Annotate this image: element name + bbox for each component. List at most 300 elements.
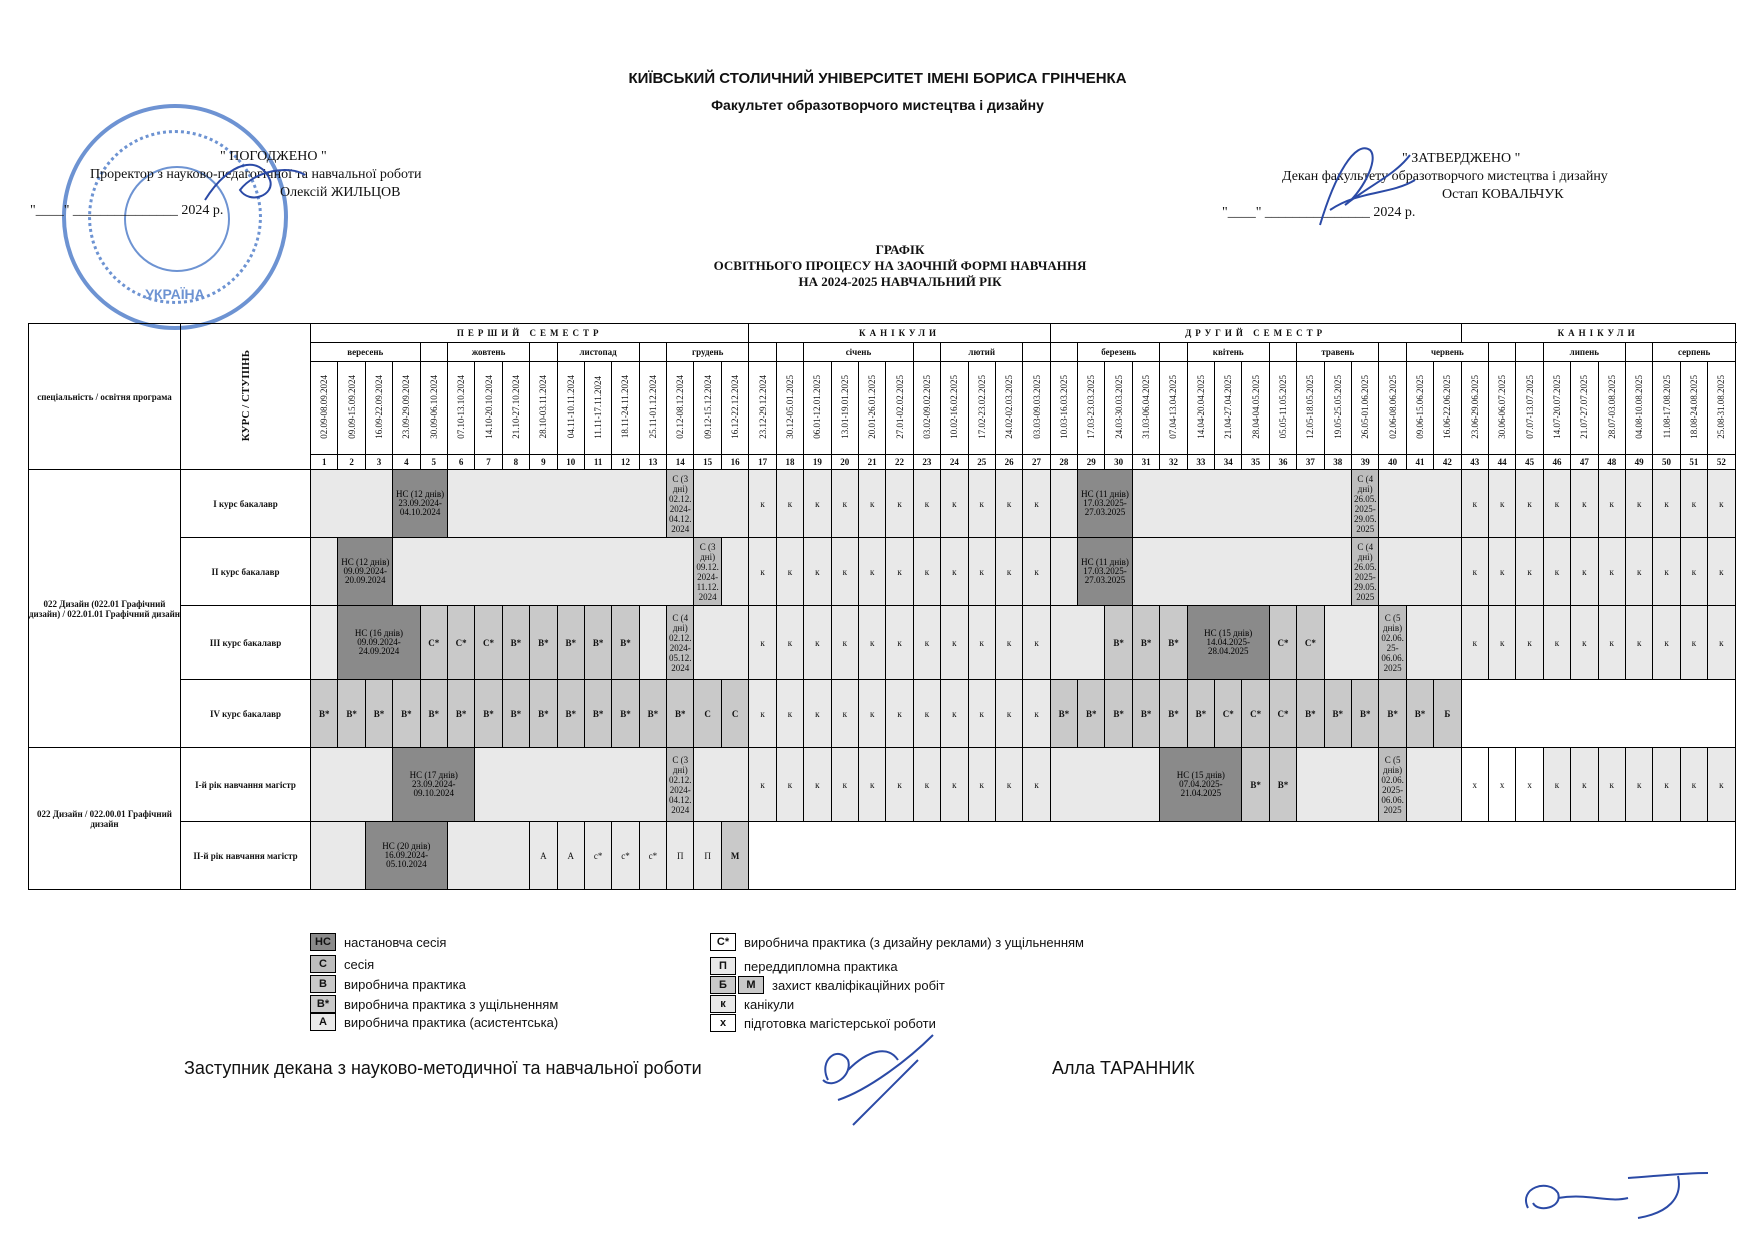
schedule-cell: к [1516, 538, 1543, 606]
week-label: 27.01-02.02.2025 [894, 375, 905, 439]
week-label: 04.11-10.11.2024 [565, 375, 576, 439]
legend-text: підготовка магістерської роботи [744, 1015, 936, 1031]
schedule-cell: к [749, 538, 776, 606]
week-number: 41 [1406, 455, 1433, 470]
legend-text: канікули [744, 996, 795, 1012]
week-label: 19.05-25.05.2025 [1332, 375, 1343, 439]
week-label: 16.06-22.06.2025 [1442, 375, 1453, 439]
schedule-cell: к [995, 680, 1022, 748]
week-header [639, 362, 666, 455]
week-number: 10 [557, 455, 584, 470]
week-label: 14.04-20.04.2025 [1195, 375, 1206, 439]
schedule-cell: к [1680, 606, 1707, 680]
month-gap [1050, 343, 1077, 362]
schedule-cell: к [749, 748, 776, 822]
approval-right-date: "____" _______________ 2024 р. [1222, 205, 1416, 220]
schedule-cell: к [858, 748, 885, 822]
week-number: 9 [530, 455, 557, 470]
schedule-cell: НС (20 днів) 16.09.2024-05.10.2024 [365, 822, 447, 890]
week-label: 07.10-13.10.2024 [456, 375, 467, 439]
schedule-cell: В* [1132, 606, 1159, 680]
week-label: 14.07-20.07.2025 [1551, 375, 1562, 439]
schedule-cell: к [1625, 748, 1652, 822]
week-number: 22 [886, 455, 913, 470]
week-label: 03.03-09.03.2025 [1031, 375, 1042, 439]
schedule-cell: С (4 дні) 26.05. 2025-29.05. 2025 [1352, 538, 1379, 606]
week-number: 23 [913, 455, 940, 470]
week-label: 09.06-15.06.2025 [1414, 375, 1425, 439]
schedule-cell: НС (15 днів) 07.04.2025-21.04.2025 [1160, 748, 1242, 822]
week-header [530, 362, 557, 455]
schedule-cell: В* [475, 680, 502, 748]
week-number: 15 [694, 455, 721, 470]
schedule-cell: к [941, 748, 968, 822]
week-number: 1 [311, 455, 338, 470]
schedule-cell [1324, 606, 1379, 680]
schedule-cell: к [886, 606, 913, 680]
schedule-cell: к [913, 538, 940, 606]
legend-mark: НС [310, 933, 336, 951]
schedule-cell: к [1543, 748, 1570, 822]
schedule-cell: к [1653, 748, 1680, 822]
schedule-cell: НС (16 днів) 09.09.2024-24.09.2024 [338, 606, 420, 680]
schedule-cell: В* [1187, 680, 1214, 748]
schedule-cell: В* [447, 680, 474, 748]
week-label: 28.10-03.11.2024 [538, 375, 549, 439]
approval-left-position: Проректор з науково-педагогічної та навчальної роботи [90, 167, 422, 182]
week-header [311, 362, 338, 455]
legend-text: виробнича практика (з дизайну реклами) з ущільненням [744, 934, 1084, 950]
approval-left-name: Олексій ЖИЛЬЦОВ [280, 185, 401, 200]
week-number: 47 [1571, 455, 1598, 470]
month-header: липень [1543, 343, 1625, 362]
schedule-cell: к [1461, 606, 1488, 680]
week-number: 39 [1352, 455, 1379, 470]
schedule-cell: к [968, 470, 995, 538]
approval-right-title: " ЗАТВЕРДЖЕНО " [1402, 151, 1521, 166]
week-label: 06.01-12.01.2025 [812, 375, 823, 439]
signature-left [200, 150, 310, 220]
semester-header: ПЕРШИЙ СЕМЕСТР [311, 324, 749, 343]
week-number: 16 [721, 455, 749, 470]
schedule-cell: В* [584, 680, 611, 748]
week-number: 48 [1598, 455, 1625, 470]
legend-text: настановча сесія [344, 934, 447, 950]
spec-program-1: 022 Дизайн (022.01 Графічний дизайн) / 022.01.01 Графічний дизайн [29, 470, 181, 748]
week-number: 43 [1461, 455, 1488, 470]
stamp-text: УКРАЇНА [145, 286, 205, 302]
schedule-cell: к [831, 538, 858, 606]
legend-text: виробнича практика з ущільненням [344, 996, 559, 1012]
week-header [1215, 362, 1242, 455]
schedule-cell: к [1571, 606, 1598, 680]
schedule-cell [393, 538, 694, 606]
schedule-cell: В* [530, 606, 557, 680]
week-number: 52 [1708, 455, 1736, 470]
week-label: 11.11-17.11.2024 [593, 375, 604, 439]
document-title [0, 242, 1755, 290]
schedule-cell: к [858, 680, 885, 748]
week-label: 21.07-27.07.2025 [1579, 375, 1590, 439]
week-number: 12 [612, 455, 639, 470]
week-number: 6 [447, 455, 474, 470]
schedule-cell: НС (17 днів) 23.09.2024-09.10.2024 [393, 748, 475, 822]
week-number: 35 [1242, 455, 1269, 470]
legend-item [710, 976, 945, 994]
schedule-cell: к [941, 680, 968, 748]
week-label: 30.12-05.01.2025 [784, 375, 795, 439]
schedule-cell: к [995, 470, 1022, 538]
week-label: 18.11-24.11.2024 [620, 375, 631, 439]
month-gap [1269, 343, 1296, 362]
schedule-cell [447, 470, 666, 538]
schedule-cell: к [1023, 748, 1050, 822]
week-label: 10.02-16.02.2025 [949, 375, 960, 439]
schedule-cell: х [1461, 748, 1488, 822]
schedule-cell: к [1488, 606, 1515, 680]
schedule-cell: к [776, 680, 803, 748]
schedule-cell [447, 822, 529, 890]
schedule-cell: В* [338, 680, 365, 748]
week-number: 25 [968, 455, 995, 470]
row-label: І курс бакалавр [181, 470, 311, 538]
schedule-cell [1132, 470, 1351, 538]
week-header [1543, 362, 1570, 455]
schedule-cell: к [1708, 470, 1736, 538]
schedule-cell: С* [420, 606, 447, 680]
schedule-cell: В* [1324, 680, 1351, 748]
title-line-1: ГРАФІК [875, 242, 925, 257]
week-header [1598, 362, 1625, 455]
week-header [1434, 362, 1461, 455]
schedule-cell: В* [502, 680, 529, 748]
legend-mark: С* [710, 933, 736, 951]
schedule-cell: к [1023, 538, 1050, 606]
month-gap [1023, 343, 1050, 362]
week-header [1653, 362, 1680, 455]
schedule-cell: к [1625, 538, 1652, 606]
schedule-cell: В* [1105, 680, 1132, 748]
schedule-cell: к [913, 606, 940, 680]
week-number: 45 [1516, 455, 1543, 470]
schedule-cell: к [1653, 538, 1680, 606]
schedule-cell: к [1708, 538, 1736, 606]
schedule-cell: х [1516, 748, 1543, 822]
spec-program-2: 022 Дизайн / 022.00.01 Графічний дизайн [29, 748, 181, 890]
month-gap [1488, 343, 1515, 362]
schedule-cell: НС (12 днів) 23.09.2024-04.10.2024 [393, 470, 448, 538]
schedule-cell: НС (11 днів) 17.03.2025-27.03.2025 [1078, 470, 1133, 538]
week-header [1269, 362, 1296, 455]
week-header [1160, 362, 1187, 455]
schedule-cell: к [858, 470, 885, 538]
schedule-cell [694, 470, 749, 538]
week-header [338, 362, 365, 455]
row-label: ІІ-й рік навчання магістр [181, 822, 311, 890]
month-gap [420, 343, 447, 362]
schedule-cell: С* [1297, 606, 1324, 680]
schedule-cell [1379, 470, 1461, 538]
legend-item [310, 1013, 558, 1031]
week-label: 04.08-10.08.2025 [1634, 375, 1645, 439]
schedule-cell: к [1598, 538, 1625, 606]
schedule-cell: В* [393, 680, 420, 748]
month-header: серпень [1653, 343, 1736, 362]
schedule-cell [1461, 680, 1735, 748]
legend-text: переддипломна практика [744, 958, 898, 974]
legend-item [310, 995, 558, 1013]
approval-right-name: Остап КОВАЛЬЧУК [1442, 187, 1564, 202]
week-number: 28 [1050, 455, 1077, 470]
schedule-table [28, 323, 1736, 890]
month-gap [1379, 343, 1406, 362]
week-label: 10.03-16.03.2025 [1058, 375, 1069, 439]
schedule-cell: к [968, 606, 995, 680]
schedule-cell: к [968, 538, 995, 606]
week-label: 14.10-20.10.2024 [483, 375, 494, 439]
week-label: 23.09-29.09.2024 [401, 375, 412, 439]
week-label: 31.03-06.04.2025 [1141, 375, 1152, 439]
schedule-cell: В* [1297, 680, 1324, 748]
row-label: IV курс бакалавр [181, 680, 311, 748]
week-header [1105, 362, 1132, 455]
schedule-cell: к [804, 606, 831, 680]
week-label: 02.09-08.09.2024 [319, 375, 330, 439]
month-header: березень [1078, 343, 1160, 362]
week-number: 37 [1297, 455, 1324, 470]
month-gap [749, 343, 776, 362]
schedule-cell: к [1543, 470, 1570, 538]
schedule-cell: НС (15 днів) 14.04.2025-28.04.2025 [1187, 606, 1269, 680]
schedule-cell: к [776, 606, 803, 680]
schedule-cell: к [913, 470, 940, 538]
month-header: жовтень [447, 343, 529, 362]
week-label: 23.12-29.12.2024 [757, 375, 768, 439]
schedule-cell: В* [612, 680, 639, 748]
legend-item [310, 955, 374, 973]
schedule-cell: к [776, 538, 803, 606]
week-number: 8 [502, 455, 529, 470]
week-number: 27 [1023, 455, 1050, 470]
week-number: 14 [667, 455, 694, 470]
week-label: 28.04-04.05.2025 [1250, 375, 1261, 439]
schedule-cell [721, 538, 749, 606]
schedule-cell: НС (11 днів) 17.03.2025-27.03.2025 [1078, 538, 1133, 606]
month-header: червень [1406, 343, 1488, 362]
footer-position: Заступник декана з науково-методичної та навчальної роботи [184, 1058, 702, 1078]
month-gap [776, 343, 803, 362]
schedule-cell [475, 748, 667, 822]
schedule-cell: к [831, 680, 858, 748]
signature-deputy [808, 1030, 938, 1130]
schedule-cell: В* [557, 680, 584, 748]
week-number: 42 [1434, 455, 1461, 470]
approval-right-position: Декан факультету образотворчого мистецтва і дизайну [1282, 169, 1608, 184]
week-number: 20 [831, 455, 858, 470]
schedule-cell: к [1571, 748, 1598, 822]
week-number: 17 [749, 455, 776, 470]
schedule-cell: к [1625, 606, 1652, 680]
schedule-cell [639, 606, 666, 680]
month-gap [530, 343, 557, 362]
kurs-header [181, 324, 311, 470]
week-label: 21.04-27.04.2025 [1223, 375, 1234, 439]
legend-text: виробнича практика (асистентська) [344, 1014, 559, 1030]
schedule-cell: В* [311, 680, 338, 748]
week-number: 31 [1132, 455, 1159, 470]
schedule-cell: к [831, 606, 858, 680]
week-header [721, 362, 749, 455]
schedule-cell: А [530, 822, 557, 890]
month-gap [1516, 343, 1543, 362]
week-header [1078, 362, 1105, 455]
month-gap [1625, 343, 1652, 362]
legend-mark: х [710, 1014, 736, 1032]
approval-right [1222, 150, 1642, 222]
schedule-cell: к [886, 538, 913, 606]
week-number: 51 [1680, 455, 1707, 470]
legend-text: сесія [344, 956, 375, 972]
week-number: 2 [338, 455, 365, 470]
week-number: 40 [1379, 455, 1406, 470]
month-gap [639, 343, 666, 362]
schedule-cell: к [858, 606, 885, 680]
schedule-cell: к [1516, 470, 1543, 538]
week-label: 20.01-26.01.2025 [867, 375, 878, 439]
week-label: 17.02-23.02.2025 [976, 375, 987, 439]
schedule-cell: В* [1269, 748, 1296, 822]
week-number: 30 [1105, 455, 1132, 470]
week-label: 03.02-09.02.2025 [921, 375, 932, 439]
week-header [995, 362, 1022, 455]
month-header: квітень [1187, 343, 1269, 362]
schedule-cell [311, 538, 338, 606]
schedule-cell: к [1571, 538, 1598, 606]
schedule-cell: В* [1379, 680, 1406, 748]
week-header [557, 362, 584, 455]
schedule-cell: Б [1434, 680, 1461, 748]
week-header [1571, 362, 1598, 455]
legend-mark: П [710, 957, 736, 975]
month-header: лютий [941, 343, 1023, 362]
schedule-cell [1050, 606, 1105, 680]
schedule-cell: к [831, 470, 858, 538]
week-header [1461, 362, 1488, 455]
legend-item [710, 995, 794, 1013]
week-number: 29 [1078, 455, 1105, 470]
semester-header: КАНІКУЛИ [1461, 324, 1735, 343]
schedule-cell: В* [1406, 680, 1433, 748]
schedule-cell: к [886, 470, 913, 538]
schedule-cell: к [941, 470, 968, 538]
week-number: 4 [393, 455, 420, 470]
schedule-cell: к [968, 748, 995, 822]
schedule-cell: С [694, 680, 721, 748]
schedule-cell: С* [447, 606, 474, 680]
row-label: ІІ курс бакалавр [181, 538, 311, 606]
faculty-name: Факультет образотворчого мистецтва і дизайну [711, 97, 1044, 113]
legend-item [310, 933, 446, 951]
schedule-cell: В* [420, 680, 447, 748]
spec-header: спеціальність / освітня програма [29, 324, 181, 470]
week-header [694, 362, 721, 455]
schedule-cell: к [1653, 470, 1680, 538]
week-number: 7 [475, 455, 502, 470]
legend-mark: А [310, 1013, 336, 1031]
week-label: 24.02-02.03.2025 [1004, 375, 1015, 439]
signature-right [1300, 135, 1420, 235]
week-header [1625, 362, 1652, 455]
legend-mark: В* [310, 995, 336, 1013]
week-header [1242, 362, 1269, 455]
week-label: 25.08-31.08.2025 [1716, 375, 1727, 439]
week-header [1023, 362, 1050, 455]
schedule-cell: к [1543, 606, 1570, 680]
week-number: 13 [639, 455, 666, 470]
schedule-cell [1050, 748, 1160, 822]
schedule-cell: С (3 дні) 02.12. 2024-04.12. 2024 [667, 470, 694, 538]
week-label: 09.12-15.12.2024 [702, 375, 713, 439]
schedule-cell: В* [530, 680, 557, 748]
schedule-cell: П [694, 822, 721, 890]
schedule-cell: к [749, 680, 776, 748]
schedule-cell [694, 606, 749, 680]
schedule-cell: С* [1215, 680, 1242, 748]
schedule-cell [311, 822, 366, 890]
week-header [749, 362, 776, 455]
month-header: грудень [667, 343, 749, 362]
schedule-cell: к [1461, 470, 1488, 538]
schedule-cell: В* [1105, 606, 1132, 680]
schedule-cell: В* [557, 606, 584, 680]
schedule-cell [1297, 748, 1379, 822]
week-label: 07.04-13.04.2025 [1168, 375, 1179, 439]
schedule-cell: к [886, 680, 913, 748]
schedule-cell: В* [612, 606, 639, 680]
schedule-cell: В* [1352, 680, 1379, 748]
week-header [776, 362, 803, 455]
schedule-cell: к [804, 470, 831, 538]
schedule-cell: В* [1078, 680, 1105, 748]
week-number: 18 [776, 455, 803, 470]
week-header [420, 362, 447, 455]
schedule-cell: с* [639, 822, 666, 890]
week-header [1352, 362, 1379, 455]
schedule-cell: В* [502, 606, 529, 680]
title-line-2: ОСВІТНЬОГО ПРОЦЕСУ НА ЗАОЧНІЙ ФОРМІ НАВЧАННЯ [713, 258, 1087, 273]
schedule-cell: В* [584, 606, 611, 680]
approval-left-title: " ПОГОДЖЕНО " [220, 149, 327, 164]
week-number: 50 [1653, 455, 1680, 470]
schedule-cell: к [749, 606, 776, 680]
schedule-cell: к [1023, 470, 1050, 538]
week-header [502, 362, 529, 455]
week-header [858, 362, 885, 455]
legend-item [710, 957, 898, 975]
schedule-cell: к [1543, 538, 1570, 606]
week-header [941, 362, 968, 455]
week-number: 3 [365, 455, 392, 470]
schedule-cell: М [721, 822, 749, 890]
legend-mark: к [710, 995, 736, 1013]
week-number: 19 [804, 455, 831, 470]
schedule-cell: НС (12 днів) 09.09.2024-20.09.2024 [338, 538, 393, 606]
week-header [968, 362, 995, 455]
row-label: ІІІ курс бакалавр [181, 606, 311, 680]
week-header [1132, 362, 1159, 455]
month-gap [1160, 343, 1187, 362]
week-label: 18.08-24.08.2025 [1688, 375, 1699, 439]
